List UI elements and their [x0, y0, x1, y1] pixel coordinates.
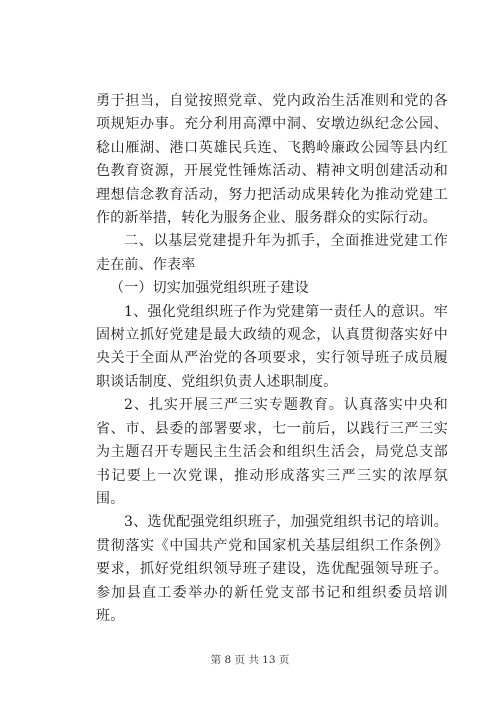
body-paragraph: 勇于担当，自觉按照党章、党内政治生活准则和党的各项规矩办事。充分利用高潭中洞、安墩边纵纪念公园、稔山雁湖、港口英雄民兵连、飞鹅岭廉政公园等县内红色教育资源，开展党性锤炼活动、精神文明创建活动和理想信念教育活动，努力把活动成果转化为推动党建工作的新举措，转化为服务企业、服务群众的实际行动。: [96, 93, 448, 227]
page-number-footer: 第 8 页 共 13 页: [210, 654, 290, 666]
body-paragraph: 3、选优配强党组织班子，加强党组织书记的培训。贯彻落实《中国共产党和国家机关基层组织工作条例》要求，抓好党组织领导班子建设，选优配强领导班子。参加县直工委举办的新任党支部书记和组织委员培训班。: [96, 514, 448, 624]
body-paragraph: 2、扎实开展三严三实专题教育。认真落实中央和省、市、县委的部署要求，七一前后，以践行三严三实为主题召开专题民主生活会和组织生活会，局党总支部书记要上一次党课，推动形成落实三严三实的浓厚氛围。: [96, 397, 448, 507]
section-heading: 二、以基层党建提升年为抓手，全面推进党建工作走在前、作表率: [96, 233, 448, 273]
body-paragraph: 1、强化党组织班子作为党建第一责任人的意识。牢固树立抓好党建是最大政绩的观念，认真贯彻落实好中央关于全面从严治党的各项要求，实行领导班子成员履职谈话制度、党组织负责人述职制度。: [96, 303, 448, 390]
subsection-heading: （一）切实加强党组织班子建设: [110, 280, 309, 297]
document-body: [96, 90, 448, 628]
